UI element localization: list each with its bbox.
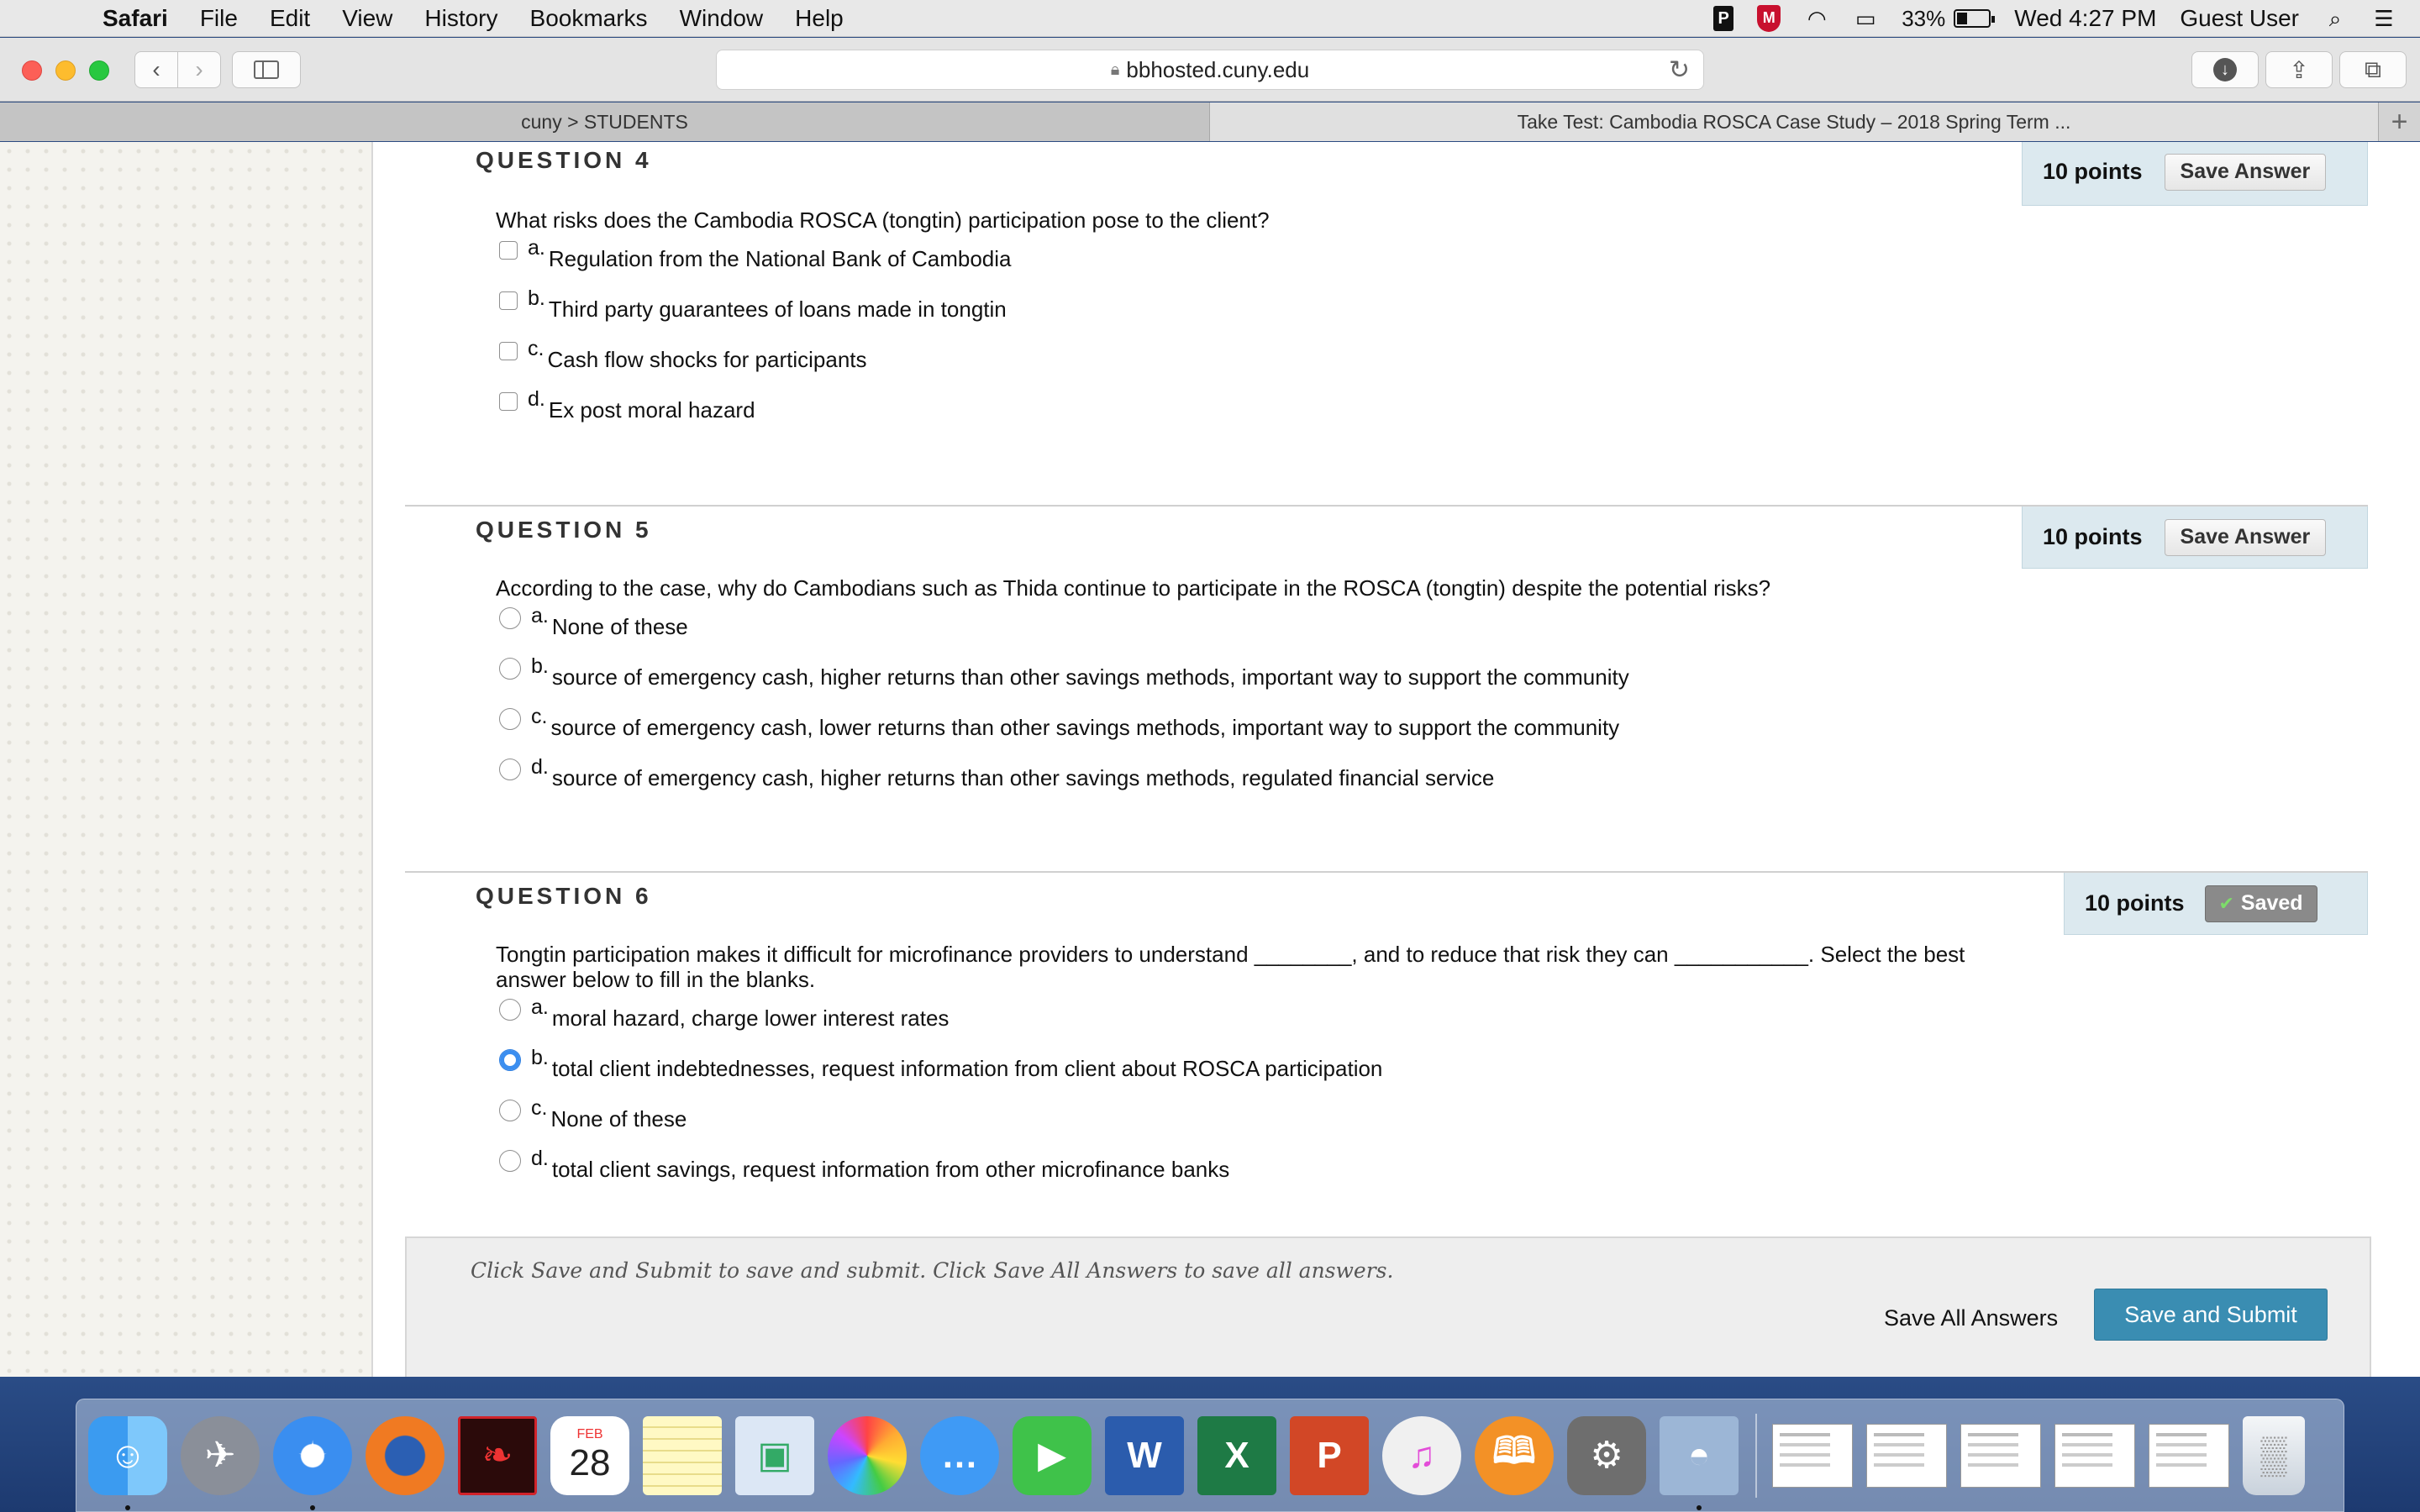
tab-overview-button[interactable] [2339, 51, 2407, 88]
finder-icon[interactable]: ☺ [88, 1416, 167, 1495]
powerpoint-icon[interactable]: P [1290, 1416, 1369, 1495]
save-answer-button[interactable]: Save Answer [2165, 154, 2327, 191]
reload-icon[interactable]: ↻ [1668, 56, 1690, 84]
acrobat-icon[interactable]: ❧ [458, 1416, 537, 1495]
firefox-icon[interactable] [366, 1416, 445, 1495]
facetime-icon[interactable]: ▶ [1013, 1416, 1092, 1495]
word-icon[interactable]: W [1105, 1416, 1184, 1495]
choice-letter: c. [531, 1096, 548, 1120]
minimized-window-thumbnail[interactable] [1866, 1424, 1947, 1488]
minimized-window-thumbnail[interactable] [2149, 1424, 2229, 1488]
new-tab-button[interactable] [2378, 102, 2420, 141]
answer-radio[interactable] [499, 1150, 521, 1172]
choice-letter: d. [531, 755, 549, 779]
answer-choice-a[interactable] [499, 238, 1012, 271]
answer-radio-selected[interactable] [499, 1049, 521, 1071]
show-sidebar-button[interactable] [232, 51, 301, 88]
minimized-window-thumbnail[interactable] [1772, 1424, 1853, 1488]
choice-letter: a. [528, 236, 545, 260]
question-4 [405, 142, 2368, 505]
share-button[interactable] [2265, 51, 2333, 88]
question-points: 10 points [2043, 524, 2143, 549]
menu-bookmarks[interactable]: Bookmarks [529, 4, 648, 31]
calendar-icon[interactable] [550, 1416, 629, 1495]
battery-icon[interactable] [1954, 9, 1991, 28]
photos-icon[interactable] [828, 1416, 907, 1495]
question-6 [405, 871, 2368, 1237]
menu-history[interactable]: History [424, 4, 498, 31]
answer-choice-d[interactable] [499, 757, 1494, 790]
menu-view[interactable]: View [342, 4, 393, 31]
lock-icon: 🔒︎ [1110, 60, 1120, 79]
choice-text[interactable]: total client indebtednesses, request information from client about ROSCA participation [551, 1056, 1383, 1081]
save-all-answers-button[interactable]: Save All Answers [1884, 1305, 2059, 1331]
answer-choice-d[interactable] [499, 389, 755, 423]
menu-help[interactable]: Help [795, 4, 844, 31]
answer-radio[interactable] [499, 759, 521, 780]
answer-choice-a[interactable] [499, 606, 688, 639]
choice-text[interactable]: None of these [551, 614, 688, 639]
itunes-icon[interactable]: ♫ [1382, 1416, 1461, 1495]
address-bar[interactable] [716, 50, 1704, 90]
system-preferences-icon[interactable]: ⚙ [1567, 1416, 1646, 1495]
menu-file[interactable]: File [199, 4, 238, 31]
spotlight-search-icon[interactable]: ⌕ [2328, 6, 2342, 31]
question-points: 10 points [2043, 159, 2143, 184]
calendar-month: FEB [576, 1426, 603, 1441]
answer-checkbox[interactable] [499, 241, 518, 260]
answer-choice-b[interactable] [499, 288, 1007, 322]
question-points: 10 points [2085, 890, 2185, 916]
answer-choice-c[interactable] [499, 339, 867, 372]
chevron-right-icon: › [195, 56, 203, 82]
answer-checkbox[interactable] [499, 291, 518, 310]
menu-user[interactable]: Guest User [2180, 5, 2299, 31]
tab-take-test[interactable]: Take Test: Cambodia ROSCA Case Study – 2018 Spring Term ... [1210, 102, 2378, 141]
choice-letter: c. [531, 705, 548, 728]
choice-text[interactable]: total client savings, request information from other microfinance banks [551, 1157, 1230, 1182]
downloads-button[interactable] [2191, 51, 2259, 88]
battery-percent[interactable]: 33% [1902, 5, 1946, 31]
choice-letter: b. [531, 654, 549, 678]
launchpad-icon[interactable]: ✈ [181, 1416, 260, 1495]
answer-choice-b[interactable] [499, 656, 1629, 690]
points-box [2022, 507, 2368, 569]
question-text: Tongtin participation makes it difficult for microfinance providers to understand ________, and to reduce that risk they can ___________. Select the best answer below to fill in the blanks. [496, 942, 1965, 992]
image-capture-icon[interactable]: ◓ [1660, 1416, 1739, 1495]
save-and-submit-button[interactable]: Save and Submit [2094, 1289, 2328, 1341]
notes-icon[interactable] [643, 1416, 722, 1495]
preview-icon[interactable]: ▣ [735, 1416, 814, 1495]
answer-choice-a[interactable] [499, 997, 949, 1031]
question-title: QUESTION 6 [476, 883, 652, 909]
points-box [2022, 142, 2368, 206]
choice-text[interactable]: Cash flow shocks for participants [547, 347, 867, 372]
choice-text[interactable]: source of emergency cash, lower returns than other savings methods, important way to support the community [550, 715, 1620, 740]
minimized-window-thumbnail[interactable] [1960, 1424, 2041, 1488]
flag-app-icon[interactable]: P [1713, 6, 1733, 31]
notification-center-icon[interactable]: ☰ [2374, 6, 2394, 31]
choice-letter: b. [531, 1046, 549, 1069]
tab-overview-icon: ⧉ [2365, 55, 2381, 82]
calendar-day: 28 [569, 1441, 611, 1483]
answer-radio[interactable] [499, 1100, 521, 1121]
answer-choice-d[interactable] [499, 1148, 1229, 1182]
chevron-left-icon: ‹ [152, 56, 160, 82]
choice-letter: b. [528, 286, 545, 310]
antivirus-shield-icon[interactable]: M [1757, 5, 1781, 32]
excel-icon[interactable]: X [1197, 1416, 1276, 1495]
question-text: According to the case, why do Cambodians such as Thida continue to participate in the ROSCA (tongtin) despite the potential risks? [496, 575, 1771, 601]
menu-bar [0, 0, 2420, 37]
save-answer-button[interactable]: Save Answer [2165, 519, 2327, 556]
airplay-icon[interactable]: ▭ [1854, 6, 1876, 31]
choice-letter: a. [531, 604, 549, 627]
question-text: What risks does the Cambodia ROSCA (tongtin) participation pose to the client? [496, 207, 1270, 233]
dock [76, 1399, 2344, 1512]
window-close-button[interactable] [22, 60, 42, 81]
submit-action-bar [405, 1236, 2371, 1377]
forward-button[interactable] [177, 51, 221, 88]
choice-letter: a. [531, 995, 549, 1019]
answer-choice-c[interactable] [499, 1098, 687, 1131]
menu-clock[interactable]: Wed 4:27 PM [2014, 5, 2157, 31]
web-page [0, 142, 2420, 1377]
choice-text[interactable]: Third party guarantees of loans made in tongtin [548, 297, 1007, 322]
download-icon: ↓ [2213, 58, 2237, 81]
share-icon: ⇪ [2289, 56, 2309, 83]
window-minimize-button[interactable] [55, 60, 76, 81]
choice-text[interactable]: None of these [550, 1106, 687, 1131]
choice-text[interactable]: source of emergency cash, higher returns than other savings methods, regulated financial service [551, 765, 1495, 790]
answer-radio[interactable] [499, 658, 521, 680]
browser-toolbar [0, 38, 2420, 102]
points-box [2064, 873, 2368, 935]
answer-checkbox[interactable] [499, 392, 518, 411]
address-url: bbhosted.cuny.edu [1126, 56, 1310, 82]
tab-bar [0, 102, 2420, 141]
answer-radio[interactable] [499, 708, 521, 730]
messages-icon[interactable]: … [920, 1416, 999, 1495]
submit-instructions: Click Save and Submit to save and submit. Click Save All Answers to save all answers. [471, 1258, 1394, 1283]
plus-icon: + [2391, 105, 2408, 138]
question-5 [405, 505, 2368, 871]
check-icon: ✔ [2218, 892, 2234, 914]
answer-checkbox[interactable] [499, 342, 518, 360]
choice-letter: c. [528, 337, 544, 360]
answer-radio[interactable] [499, 607, 521, 629]
trash-icon[interactable]: ▒ [2243, 1416, 2305, 1495]
choice-text[interactable]: Regulation from the National Bank of Cambodia [548, 246, 1012, 271]
menu-window[interactable]: Window [679, 4, 764, 31]
minimized-window-thumbnail[interactable] [2054, 1424, 2135, 1488]
ibooks-icon[interactable]: 🕮︎ [1475, 1416, 1554, 1495]
answer-radio[interactable] [499, 999, 521, 1021]
menu-app-name[interactable]: Safari [103, 4, 168, 31]
saved-status-button[interactable] [2205, 885, 2317, 922]
choice-text[interactable]: Ex post moral hazard [548, 397, 755, 423]
choice-text[interactable]: source of emergency cash, higher returns than other savings methods, important way to support the community [551, 664, 1629, 690]
safari-icon[interactable]: ✧ [273, 1416, 352, 1495]
menu-edit[interactable]: Edit [269, 4, 311, 31]
saved-label: Saved [2240, 891, 2303, 915]
window-maximize-button[interactable] [89, 60, 109, 81]
desktop-dock-area [0, 1377, 2420, 1512]
question-title: QUESTION 5 [476, 517, 652, 543]
answer-choice-b[interactable] [499, 1047, 1382, 1081]
left-patterned-margin [0, 142, 373, 1377]
tab-cuny-students[interactable]: cuny > STUDENTS [0, 102, 1210, 141]
back-button[interactable] [134, 51, 178, 88]
wifi-icon[interactable]: ◠ [1807, 6, 1827, 31]
sidebar-icon [254, 60, 279, 79]
question-title: QUESTION 4 [476, 147, 652, 173]
dock-separator [1755, 1414, 1757, 1498]
choice-letter: d. [531, 1147, 549, 1170]
choice-letter: d. [528, 387, 545, 411]
answer-choice-c[interactable] [499, 706, 1619, 740]
choice-text[interactable]: moral hazard, charge lower interest rates [551, 1005, 950, 1031]
